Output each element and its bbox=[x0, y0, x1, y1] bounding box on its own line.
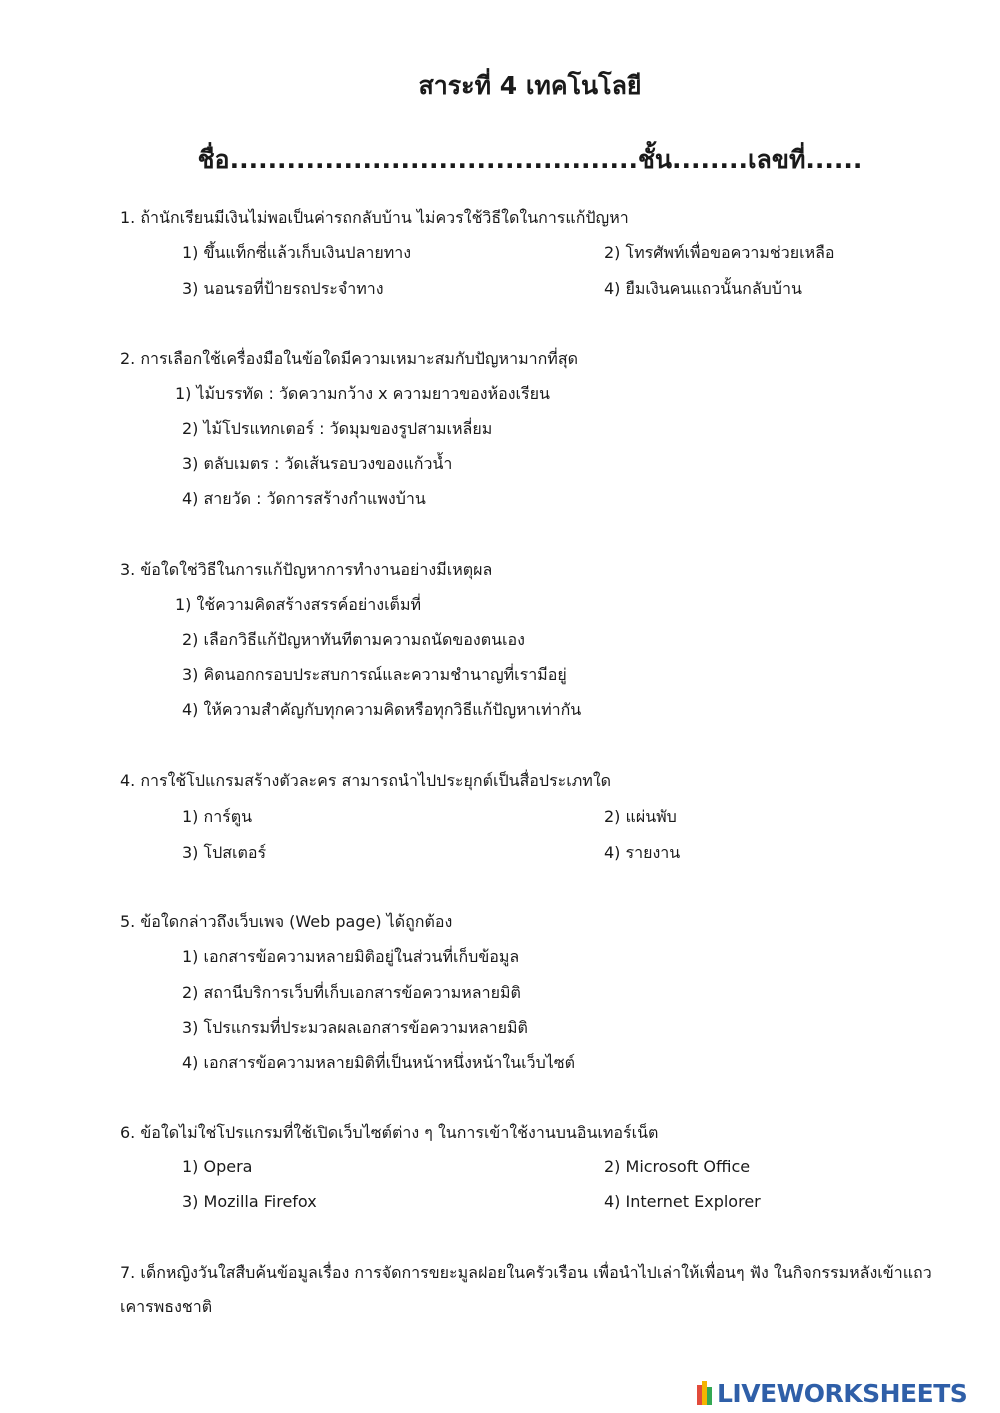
question-5-option-4[interactable]: 4) เอกสารข้อความหลายมิติที่เป็นหน้าหนึ่งหน้าในเว็บไซต์ bbox=[182, 1053, 576, 1072]
question-5: 5. ข้อใดกล่าวถึงเว็บเพจ (Web page) ได้ถูกต้อง bbox=[120, 912, 453, 931]
question-1-option-2[interactable]: 2) โทรศัพท์เพื่อขอความช่วยเหลือ bbox=[604, 243, 835, 262]
question-1-option-1[interactable]: 1) ขึ้นแท็กซี่แล้วเก็บเงินปลายทาง bbox=[182, 243, 412, 262]
question-2-option-2[interactable]: 2) ไม้โปรแทกเตอร์ : วัดมุมของรูปสามเหลี่ยม bbox=[182, 419, 493, 438]
question-5-option-3[interactable]: 3) โปรแกรมที่ประมวลผลเอกสารข้อความหลายมิติ bbox=[182, 1018, 528, 1037]
question-3-option-2[interactable]: 2) เลือกวิธีแก้ปัญหาทันทีตามความถนัดของตนเอง bbox=[182, 630, 525, 649]
page-title: สาระที่ 4 เทคโนโลยี bbox=[418, 71, 642, 100]
question-6-option-2[interactable]: 2) Microsoft Office bbox=[604, 1157, 751, 1176]
question-1-option-3[interactable]: 3) นอนรอที่ป้ายรถประจำทาง bbox=[182, 279, 384, 298]
liveworksheets-logo-text: LIVEWORKSHEETS bbox=[717, 1378, 968, 1408]
question-6-option-4[interactable]: 4) Internet Explorer bbox=[604, 1192, 761, 1211]
question-3-option-3[interactable]: 3) คิดนอกกรอบประสบการณ์และความชำนาญที่เรามีอยู่ bbox=[182, 665, 567, 684]
question-2: 2. การเลือกใช้เครื่องมือในข้อใดมีความเหมาะสมกับปัญหามากที่สุด bbox=[120, 349, 579, 368]
question-5-option-2[interactable]: 2) สถานีบริการเว็บที่เก็บเอกสารข้อความหลายมิติ bbox=[182, 983, 521, 1002]
question-2-option-1[interactable]: 1) ไม้บรรทัด : วัดความกว้าง x ความยาวของห้องเรียน bbox=[175, 384, 550, 403]
question-5-option-1[interactable]: 1) เอกสารข้อความหลายมิติอยู่ในส่วนที่เก็บข้อมูล bbox=[182, 947, 520, 966]
question-3-option-1[interactable]: 1) ใช้ความคิดสร้างสรรค์อย่างเต็มที่ bbox=[175, 595, 422, 614]
question-2-option-3[interactable]: 3) ตลับเมตร : วัดเส้นรอบวงของแก้วน้ำ bbox=[182, 454, 453, 473]
liveworksheets-logo[interactable] bbox=[697, 1378, 967, 1408]
question-1-option-4[interactable]: 4) ยืมเงินคนแถวนั้นกลับบ้าน bbox=[604, 279, 802, 298]
question-3-option-4[interactable]: 4) ให้ความสำคัญกับทุกความคิดหรือทุกวิธีแก้ปัญหาเท่ากัน bbox=[182, 700, 582, 719]
question-1: 1. ถ้านักเรียนมีเงินไม่พอเป็นค่ารถกลับบ้าน ไม่ควรใช้วิธีใดในการแก้ปัญหา bbox=[120, 208, 629, 227]
liveworksheets-mark-icon bbox=[697, 1381, 713, 1405]
question-4: 4. การใช้โปแกรมสร้างตัวละคร สามารถนำไปประยุกต์เป็นสื่อประเภทใด bbox=[120, 771, 612, 790]
question-6-option-1[interactable]: 1) Opera bbox=[182, 1157, 253, 1176]
question-4-option-4[interactable]: 4) รายงาน bbox=[604, 843, 681, 862]
question-3: 3. ข้อใดใช่วิธีในการแก้ปัญหาการทำงานอย่างมีเหตุผล bbox=[120, 560, 493, 579]
question-4-option-2[interactable]: 2) แผ่นพับ bbox=[604, 807, 677, 826]
question-6: 6. ข้อใดไม่ใช่โปรแกรมที่ใช้เปิดเว็บไซต์ต่าง ๆ ในการเข้าใช้งานบนอินเทอร์เน็ต bbox=[120, 1123, 659, 1142]
name-class-number-line: ชื่อ...........................................ชั้น........เลขที่...... bbox=[197, 145, 863, 174]
question-2-option-4[interactable]: 4) สายวัด : วัดการสร้างกำแพงบ้าน bbox=[182, 489, 426, 508]
question-6-option-3[interactable]: 3) Mozilla Firefox bbox=[182, 1192, 317, 1211]
question-7: 7. เด็กหญิงวันใสสืบค้นข้อมูลเรื่อง การจัดการขยะมูลฝอยในครัวเรือน เพื่อนำไปเล่าให้เพื่อนๆ ฟัง ในกิจกรรมหลังเข้าแถวเคารพธงชาติ bbox=[120, 1263, 932, 1316]
question-4-option-3[interactable]: 3) โปสเตอร์ bbox=[182, 843, 267, 862]
question-4-option-1[interactable]: 1) การ์ตูน bbox=[182, 807, 253, 826]
